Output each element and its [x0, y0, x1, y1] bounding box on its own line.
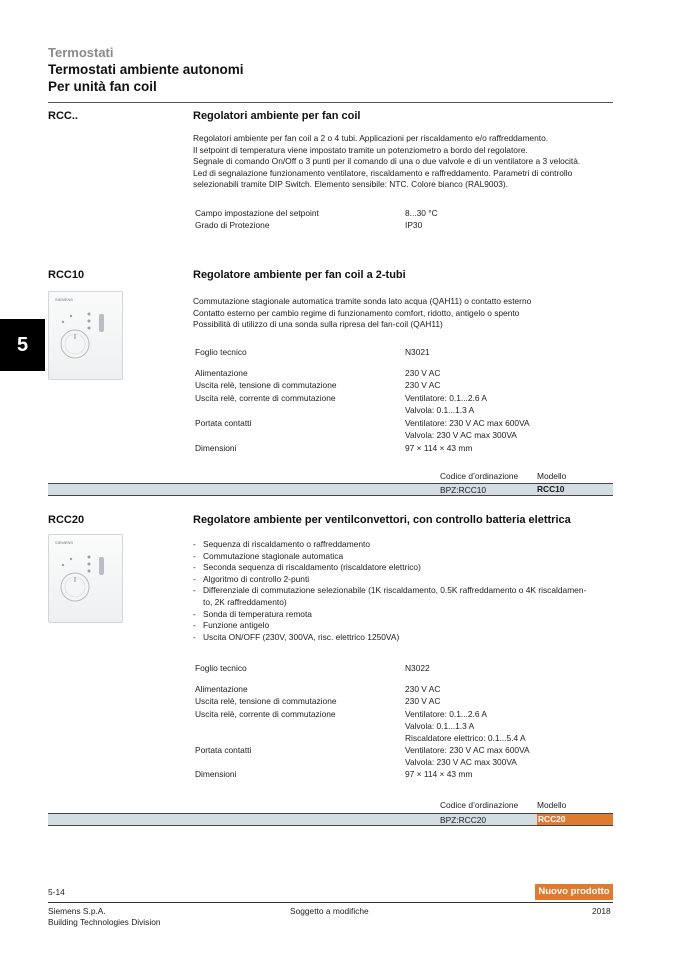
spec-value: N3022	[405, 663, 430, 673]
section-code-rcc: RCC..	[48, 110, 78, 122]
spec-value: 8...30 °C	[405, 208, 438, 218]
spec-value: Ventilatore: 230 V AC max 600VA	[405, 745, 530, 755]
feature-item: - Uscita ON/OFF (230V, 300VA, risc. elettrico 1250VA)	[193, 632, 613, 644]
description-line: Possibilità di utilizzo di una sonda sulla ripresa del fan-coil (QAH11)	[193, 319, 443, 330]
order-code-header: Codice d’ordinazione	[440, 471, 519, 481]
feature-item: - Seconda sequenza di riscaldamento (riscaldatore elettrico)	[193, 562, 613, 574]
spec-value: Valvola: 0.1...1.3 A	[405, 721, 475, 731]
spec-label: Alimentazione	[195, 368, 248, 378]
header-category: Termostati	[48, 45, 114, 60]
feature-item: - Commutazione stagionale automatica	[193, 551, 613, 563]
spec-label: Uscita relè, corrente di commutazione	[195, 709, 336, 719]
mark-icon	[62, 564, 64, 566]
description-line: Regolatori ambiente per fan coil a 2 o 4 tubi. Applicazioni per riscaldamento e/o raffreddamento.	[193, 133, 549, 143]
spec-label: Uscita relè, tensione di commutazione	[195, 380, 337, 390]
footer-divider	[48, 902, 613, 903]
spec-value: 230 V AC	[405, 380, 441, 390]
slider-icon	[99, 314, 104, 332]
spec-value: Riscaldatore elettrico: 0.1...5.4 A	[405, 733, 526, 743]
spec-value: Valvola: 230 V AC max 300VA	[405, 430, 517, 440]
spec-value: N3021	[405, 347, 430, 357]
feature-list-rcc20	[193, 539, 613, 643]
spec-label: Campo impostazione del setpoint	[195, 208, 319, 218]
spec-label: Foglio tecnico	[195, 347, 247, 357]
spec-label: Portata contatti	[195, 418, 252, 428]
spec-value: Valvola: 0.1...1.3 A	[405, 405, 475, 415]
order-code: BPZ:RCC10	[440, 485, 487, 495]
footer-year: 2018	[592, 906, 611, 916]
led-icon	[88, 556, 91, 559]
brand-logo: SIEMENS	[55, 297, 74, 302]
order-row-rcc10	[48, 483, 613, 496]
description-line: selezionabili tramite DIP Switch. Elemento sensibile: NTC. Colore bianco (RAL9003).	[193, 179, 508, 190]
thermostat-illustration	[49, 292, 124, 381]
spec-value: 230 V AC	[405, 696, 441, 706]
feature-item: - Sequenza di riscaldamento o raffreddamento	[193, 539, 613, 551]
spec-label: Grado di Protezione	[195, 220, 270, 230]
order-row-rcc20	[48, 813, 613, 826]
spec-value: 97 × 114 × 43 mm	[405, 769, 473, 779]
footer-division: Building Technologies Division	[48, 917, 161, 927]
spec-label: Uscita relè, corrente di commutazione	[195, 393, 336, 403]
spec-value: Valvola: 230 V AC max 300VA	[405, 757, 517, 767]
order-model: RCC10	[537, 484, 565, 494]
led-icon	[88, 570, 91, 573]
spec-label: Dimensioni	[195, 769, 237, 779]
mark-icon	[70, 315, 72, 317]
feature-item: - Sonda di temperatura remota	[193, 609, 613, 621]
spec-label: Dimensioni	[195, 443, 237, 453]
spec-label: Alimentazione	[195, 684, 248, 694]
footer-company: Siemens S.p.A.	[48, 906, 106, 916]
footer-note: Soggetto a modifiche	[290, 906, 369, 916]
description-line: Contatto esterno per cambio regime di funzionamento comfort, ridotto, antigelo o spento	[193, 307, 520, 318]
mark-icon	[70, 558, 72, 560]
page-number: 5-14	[48, 887, 65, 897]
spec-value: Ventilatore: 0.1...2.6 A	[405, 393, 487, 403]
section-title-rcc: Regolatori ambiente per fan coil	[193, 110, 361, 122]
spec-value: 97 × 114 × 43 mm	[405, 443, 473, 453]
section-title-rcc10: Regolatore ambiente per fan coil a 2-tubi	[193, 269, 406, 281]
product-image-rcc20	[48, 534, 123, 623]
led-icon	[88, 327, 91, 330]
section-description-rcc10	[193, 296, 613, 331]
spec-label: Uscita relè, tensione di commutazione	[195, 696, 337, 706]
feature-item: - Differenziale di commutazione selezionabile (1K riscaldamento, 0.5K raffreddamento o 4K riscaldamen-	[193, 585, 613, 597]
spec-value: Ventilatore: 0.1...2.6 A	[405, 709, 487, 719]
brand-logo: SIEMENS	[55, 540, 74, 545]
section-description-rcc	[193, 133, 613, 191]
product-image-rcc10	[48, 291, 123, 380]
header-title: Termostati ambiente autonomi	[48, 62, 244, 77]
section-title-rcc20: Regolatore ambiente per ventilconvettori, con controllo batteria elettrica	[193, 514, 571, 526]
chapter-tab: 5	[0, 319, 45, 371]
led-icon	[88, 313, 91, 316]
mark-icon	[62, 321, 64, 323]
feature-item: - Algoritmo di controllo 2-punti	[193, 574, 613, 586]
spec-value: 230 V AC	[405, 684, 441, 694]
led-icon	[88, 320, 91, 323]
feature-item-continuation: to, 2K raffreddamento)	[203, 596, 287, 607]
description-line: Led di segnalazione funzionamento ventilatore, riscaldamento e raffreddamento. Parametri di controllo	[193, 167, 573, 178]
spec-label: Portata contatti	[195, 745, 252, 755]
spec-value: 230 V AC	[405, 368, 441, 378]
order-model-new: RCC20	[537, 814, 613, 825]
description-line: Commutazione stagionale automatica tramite sonda lato acqua (QAH11) o contatto esterno	[193, 296, 532, 306]
order-model-header: Modello	[537, 800, 567, 810]
order-code: BPZ:RCC20	[440, 815, 487, 825]
slider-icon	[99, 557, 104, 575]
description-line: Segnale di comando On/Off o 3 punti per il comando di una o due valvole e di un ventilatore a 3 velocità.	[193, 156, 581, 167]
section-code-rcc20: RCC20	[48, 514, 85, 526]
order-model-header: Modello	[537, 471, 567, 481]
spec-value: Ventilatore: 230 V AC max 600VA	[405, 418, 530, 428]
header-subtitle: Per unità fan coil	[48, 79, 157, 94]
spec-label: Foglio tecnico	[195, 663, 247, 673]
led-icon	[88, 563, 91, 566]
description-line: Il setpoint di temperatura viene impostato tramite un potenziometro a bordo del regolatore.	[193, 144, 528, 155]
order-code-header: Codice d’ordinazione	[440, 800, 519, 810]
header-divider	[48, 102, 613, 103]
feature-item: - Funzione antigelo	[193, 620, 613, 632]
new-product-badge: Nuovo prodotto	[535, 884, 613, 900]
section-code-rcc10: RCC10	[48, 269, 85, 281]
thermostat-illustration	[49, 535, 124, 624]
spec-value: IP30	[405, 220, 423, 230]
